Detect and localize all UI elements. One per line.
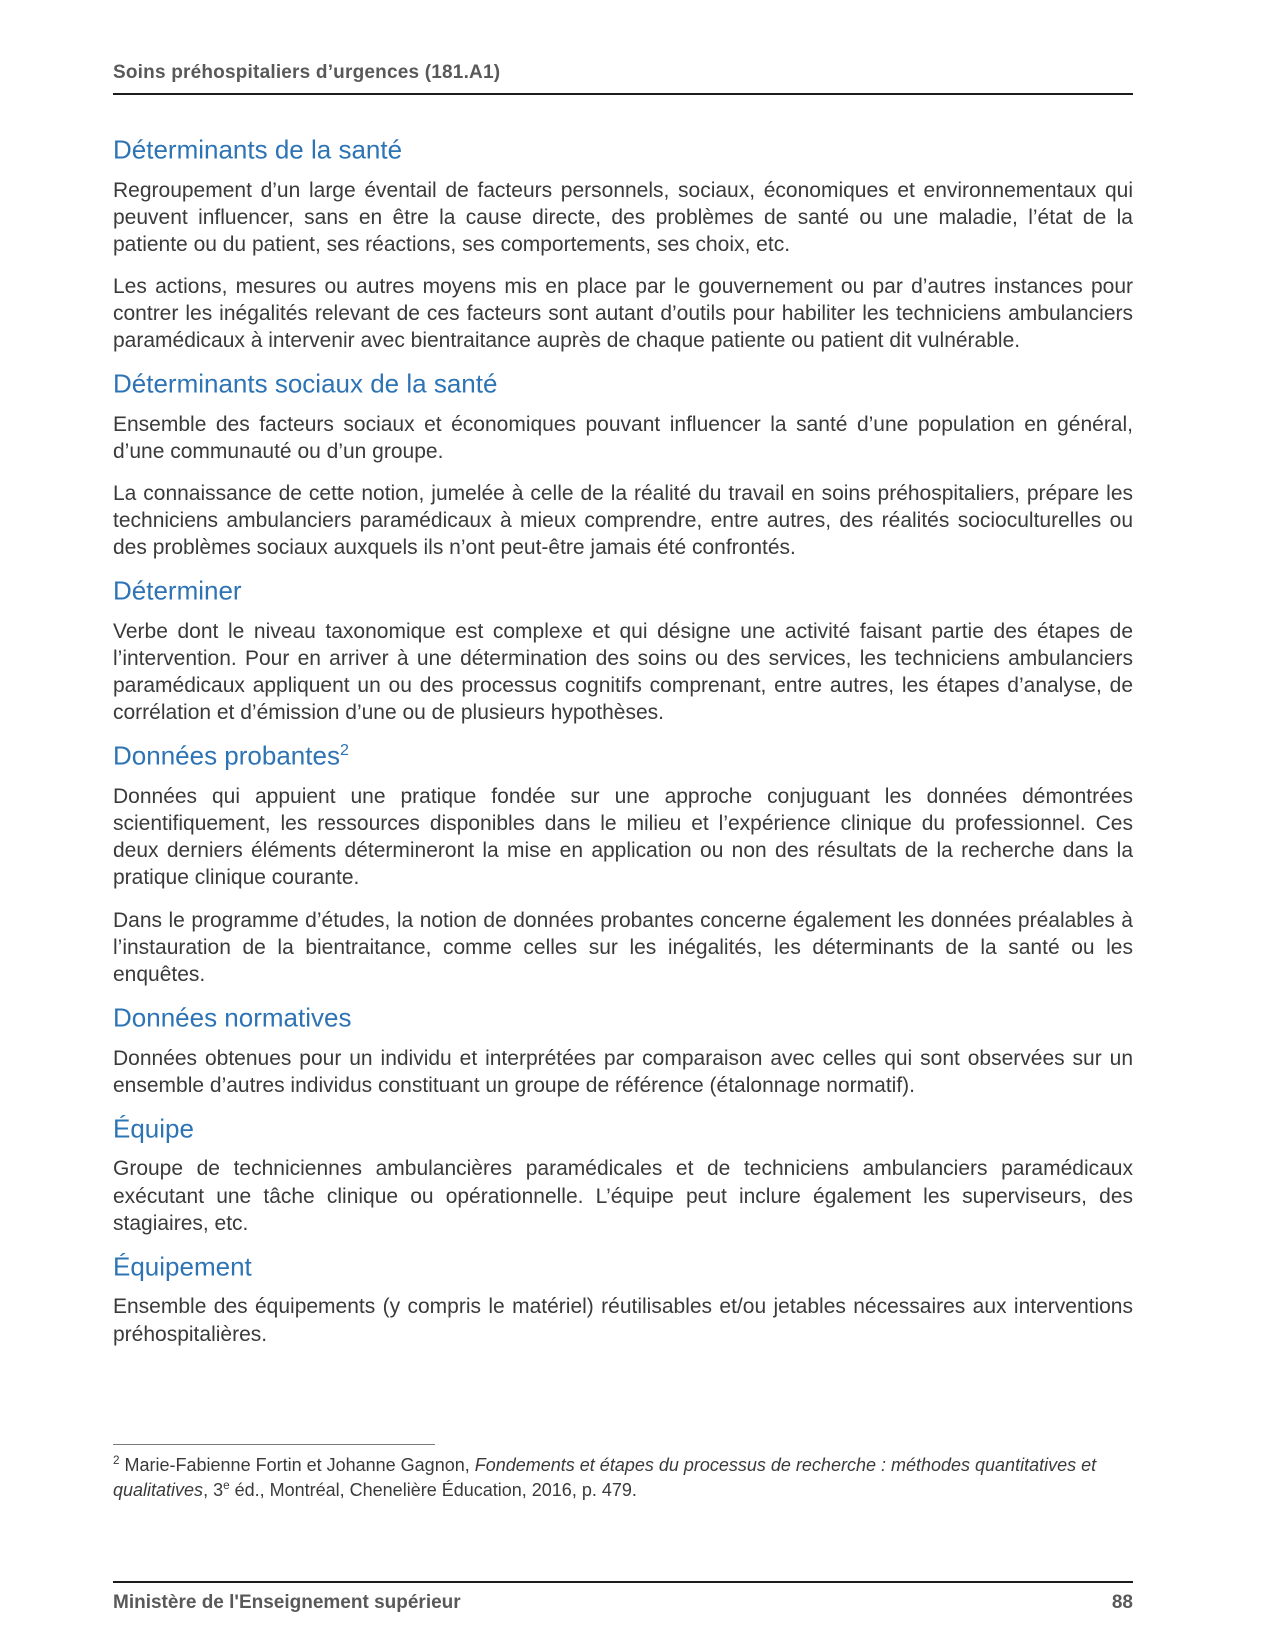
- section-heading: [113, 1252, 1133, 1282]
- paragraph: Ensemble des équipements (y compris le matériel) réutilisables et/ou jetables nécessaires aux interventions préhospitalières.: [113, 1295, 1133, 1346]
- section-heading-text: Équipement: [113, 1251, 252, 1282]
- section-heading-text: Déterminants sociaux de la santé: [113, 368, 498, 399]
- section-heading: [113, 369, 1133, 399]
- section-heading: [113, 1003, 1133, 1033]
- footnote: [113, 1453, 1133, 1503]
- section-determinants-sociaux: [113, 369, 1133, 561]
- section-determiner: [113, 576, 1133, 726]
- section-determinants-de-la-sante: [113, 135, 1133, 354]
- paragraph: Données obtenues pour un individu et interprétées par comparaison avec celles qui sont observées sur un ensemble d’autres individus constituant un groupe de référence (étalonnage normatif).: [113, 1046, 1133, 1097]
- section-equipement: [113, 1252, 1133, 1348]
- section-heading: [113, 135, 1133, 165]
- section-heading-superscript: 2: [339, 741, 349, 760]
- page-bottom: [113, 1444, 1133, 1650]
- section-heading-text: Déterminer: [113, 576, 242, 607]
- footnote-edition-superscript: e: [223, 1478, 230, 1492]
- section-donnees-normatives: [113, 1003, 1133, 1099]
- paragraph: Les actions, mesures ou autres moyens mis en place par le gouvernement ou par d’autres instances pour contrer les inégalités relevant de ces facteurs sont autant d’outils pour habiliter les techniciens ambulanciers paramédicaux à intervenir avec bientraitance auprès de chaque patiente ou patient dit vulnérable.: [113, 275, 1133, 353]
- section-heading: [113, 576, 1133, 606]
- section-heading-text: Équipe: [113, 1113, 194, 1144]
- paragraph: Verbe dont le niveau taxonomique est complexe et qui désigne une activité faisant partie des étapes de l’intervention. Pour en arriver à une détermination des soins ou des services, les techniciens ambulanciers paramédicaux appliquent un ou des processus cognitifs comprenant, entre autres, les étapes d’analyse, de corrélation et d’émission d’une ou de plusieurs hypothèses.: [113, 620, 1133, 725]
- footnote-book-title: Fondements et étapes du processus de recherche : méthodes quantitatives et qualitatives: [113, 1454, 1097, 1500]
- footnote-separator: [113, 1444, 435, 1445]
- paragraph: Regroupement d’un large éventail de facteurs personnels, sociaux, économiques et environnementaux qui peuvent influencer, sans en être la cause directe, des problèmes de santé ou une maladie, l’état de la patiente ou du patient, ses réactions, ses comportements, ses choix, etc.: [113, 178, 1133, 256]
- footnote-marker: 2: [113, 1453, 120, 1467]
- section-heading-text: Données probantes: [113, 741, 340, 772]
- header-title: Soins préhospitaliers d’urgences (181.A1): [113, 62, 501, 83]
- section-donnees-probantes: [113, 741, 1133, 987]
- footnote-publication-info: éd., Montréal, Chenelière Éducation, 2016, p. 479.: [229, 1479, 637, 1500]
- paragraph: Groupe de techniciennes ambulancières paramédicales et de techniciens ambulanciers paramédicaux exécutant une tâche clinique ou opérationnelle. L’équipe peut inclure également les superviseurs, des stagiaires, etc.: [113, 1157, 1133, 1235]
- footer-ministry-name: Ministère de l'Enseignement supérieur: [113, 1592, 461, 1613]
- paragraph: Données qui appuient une pratique fondée sur une approche conjuguant les données démontrées scientifiquement, les ressources disponibles dans le milieu et l’expérience clinique du professionnel. Ces deux derniers éléments détermineront la mise en application ou non des résultats de la recherche dans la pratique clinique courante.: [113, 785, 1133, 890]
- section-equipe: [113, 1114, 1133, 1237]
- page-header: [113, 62, 1133, 95]
- section-heading: [113, 741, 1133, 771]
- footnote-edition-prefix: , 3: [203, 1479, 224, 1500]
- page-content: [113, 135, 1133, 1363]
- paragraph: Dans le programme d’études, la notion de données probantes concerne également les données préalables à l’instauration de la bientraitance, comme celles sur les inégalités, les déterminants de la santé ou les enquêtes.: [113, 908, 1133, 986]
- paragraph: Ensemble des facteurs sociaux et économiques pouvant influencer la santé d’une population en général, d’une communauté ou d’un groupe.: [113, 413, 1133, 464]
- paragraph: La connaissance de cette notion, jumelée à celle de la réalité du travail en soins préhospitaliers, prépare les techniciens ambulanciers paramédicaux à mieux comprendre, entre autres, des réalités socioculturelles ou des problèmes sociaux auxquels ils n’ont peut-être jamais été confrontés.: [113, 482, 1133, 560]
- section-heading-text: Déterminants de la santé: [113, 134, 403, 165]
- footnote-author: Marie-Fabienne Fortin et Johanne Gagnon,: [119, 1454, 475, 1475]
- page-footer: [113, 1583, 1133, 1614]
- section-heading: [113, 1114, 1133, 1144]
- footer-page-number: 88: [1111, 1592, 1133, 1613]
- section-heading-text: Données normatives: [113, 1002, 352, 1033]
